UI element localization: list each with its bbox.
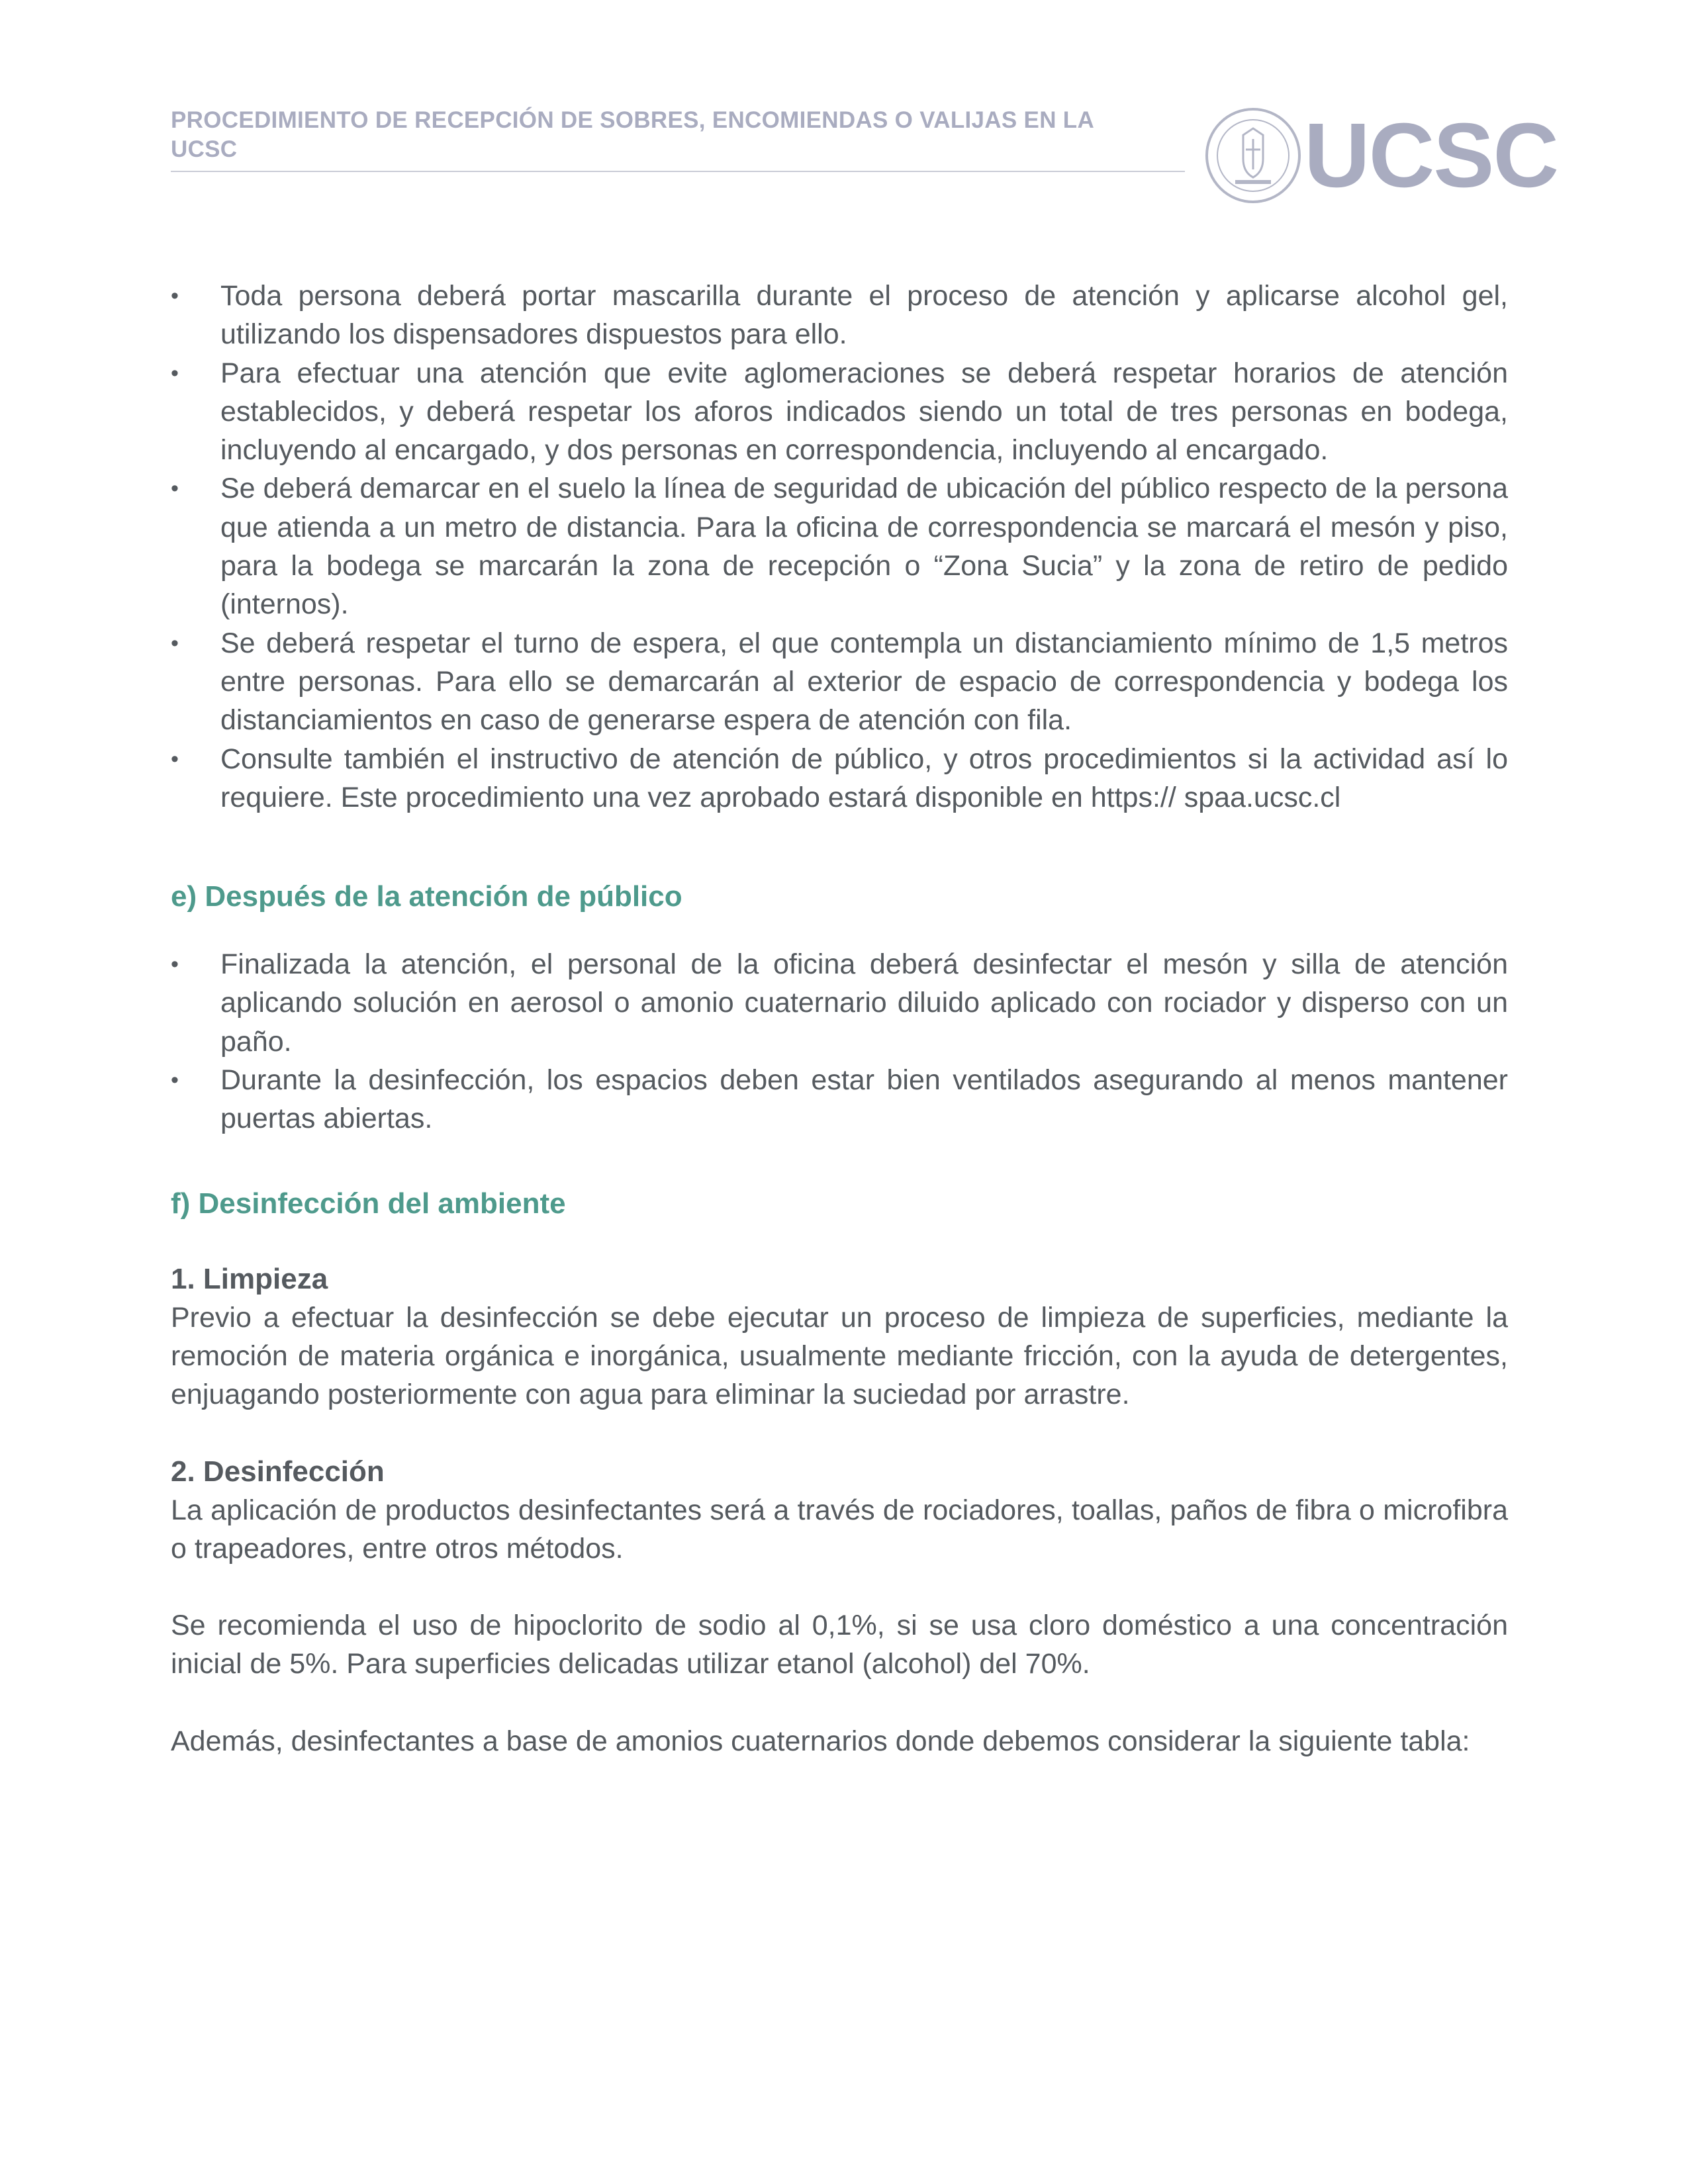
paragraph-cleaning: Previo a efectuar la desinfección se debe ejecutar un proceso de limpieza de superficies, mediante la remoción de materia orgánica e inorgánica, usualmente mediante fricción, con la ayuda de detergentes, enjuagando posteriormente con agua para eliminar la suciedad por arrastre. [171,1301,1508,1411]
paragraph-hypochlorite: Se recomienda el uso de hipoclorito de sodio al 0,1%, si se usa cloro doméstico a una concentración inicial de 5%. Para superficies delicadas utilizar etanol (alcohol) del 70%. [171,1610,1508,1680]
section-heading-after-attention: e) Después de la atención de público [171,880,682,913]
document-body [171,277,1508,1760]
list-item: • Se deberá demarcar en el suelo la línea de seguridad de ubicación del público respecto de la persona que atienda a un metro de distancia. Para la oficina de correspondencia se marcará el mesón y piso, para la bodega se marcarán la zona de recepción o “Zona Sucia” y la zona de retiro de pedido (internos). [171,469,1508,623]
list-item: • Para efectuar una atención que evite aglomeraciones se deberá respetar horarios de atención establecidos, y deberá respetar los aforos indicados siendo un total de tres personas en bodega, incluyendo al encargado, y dos personas en correspondencia, incluyendo al encargado. [171,354,1508,470]
paragraph-disinfection: La aplicación de productos desinfectantes será a través de rociadores, toallas, paños de fibra o microfibra o trapeadores, entre otros métodos. [171,1494,1508,1565]
header-divider [171,171,1185,172]
ucsc-logo: UCSC [1304,105,1558,206]
list-item: • Se deberá respetar el turno de espera, el que contempla un distanciamiento mínimo de 1,5 metros entre personas. Para ello se demarcarán al exterior de espacio de correspondencia y bodega los distanciamientos en caso de generarse espera de atención con fila. [171,624,1508,740]
subheading-disinfection: 2. Desinfección [171,1455,385,1488]
university-seal-icon [1203,106,1303,205]
protocol-bullet-list [171,277,1508,817]
list-item: • Durante la desinfección, los espacios deben estar bien ventilados asegurando al menos mantener puertas abiertas. [171,1061,1508,1138]
list-item: • Consulte también el instructivo de atención de público, y otros procedimientos si la actividad así lo requiere. Este procedimiento una vez aprobado estará disponible en https:// spaa.ucsc.cl [171,740,1508,817]
subheading-cleaning: 1. Limpieza [171,1262,328,1295]
list-item: • Toda persona deberá portar mascarilla durante el proceso de atención y aplicarse alcohol gel, utilizando los dispensadores dispuestos para ello. [171,277,1508,354]
section-heading-disinfection: f) Desinfección del ambiente [171,1187,566,1220]
list-item: • Finalizada la atención, el personal de la oficina deberá desinfectar el mesón y silla de atención aplicando solución en aerosol o amonio cuaternario diluido aplicado con rociador y disperso con un paño. [171,945,1508,1061]
paragraph-quaternary-ammonium: Además, desinfectantes a base de amonios cuaternarios donde debemos considerar la siguiente tabla: [171,1725,1470,1757]
document-header-title: PROCEDIMIENTO DE RECEPCIÓN DE SOBRES, ENCOMIENDAS O VALIJAS EN LA UCSC [171,107,1094,162]
after-attention-bullet-list [171,945,1508,1138]
